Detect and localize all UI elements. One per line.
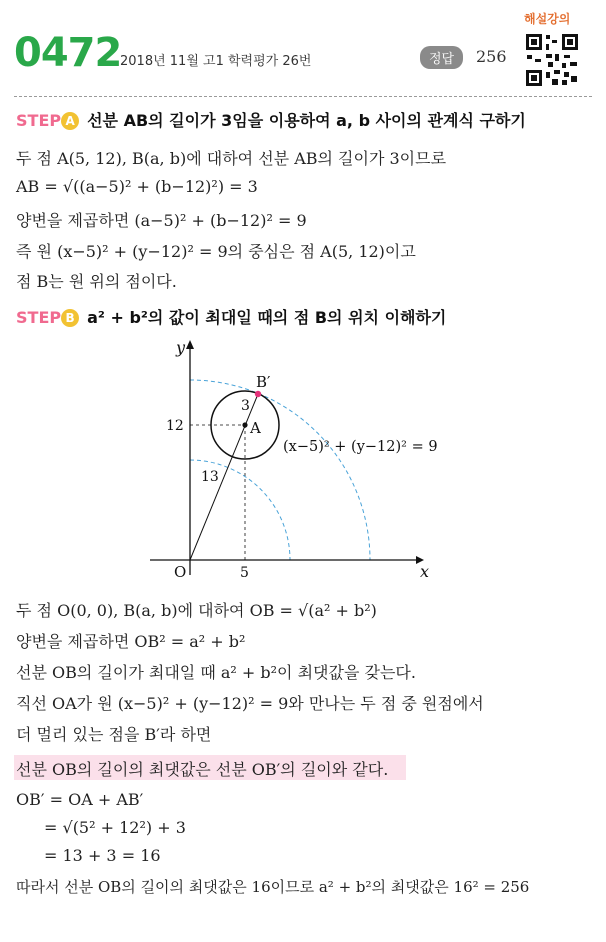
step-a-line-5: 점 B는 원 위의 점이다. <box>16 272 177 291</box>
step-b-title: a² + b²의 값이 최대일 때의 점 B의 위치 이해하기 <box>87 308 447 327</box>
label-radius-3: 3 <box>241 398 250 414</box>
body-line-3: 선분 OB의 길이가 최대일 때 a² + b²이 최댓값을 갖는다. <box>16 663 416 682</box>
circle-equation-label: (x−5)² + (y−12)² = 9 <box>283 439 438 455</box>
axis-label-y: y <box>176 338 186 357</box>
step-b-heading <box>16 305 446 328</box>
step-b-badge: B <box>61 309 79 327</box>
tick-label-y-12: 12 <box>166 418 184 434</box>
step-a-badge: A <box>61 112 79 130</box>
label-b-prime: B′ <box>256 373 271 391</box>
step-a-line-4: 즉 원 (x−5)² + (y−12)² = 9의 중심은 점 A(5, 12)이고 <box>16 242 416 261</box>
answer-value: 256 <box>476 47 507 66</box>
problem-number: 0472 <box>14 30 122 76</box>
axis-label-x: x <box>420 562 430 580</box>
body-line-8: = √(5² + 12²) + 3 <box>44 818 186 837</box>
step-a-tag: STEP <box>16 111 62 130</box>
body-line-6-highlighted: 선분 OB의 길이의 최댓값은 선분 OB′의 길이와 같다. <box>16 760 389 779</box>
step-a-line-3: 양변을 제곱하면 (a−5)² + (b−12)² = 9 <box>16 211 307 230</box>
step-a-title: 선분 AB의 길이가 3임을 이용하여 a, b 사이의 관계식 구하기 <box>87 111 526 130</box>
point-b-prime <box>255 391 261 397</box>
body-line-9: = 13 + 3 = 16 <box>44 846 161 865</box>
body-line-4: 직선 OA가 원 (x−5)² + (y−12)² = 9와 만나는 두 점 중 원점에서 <box>16 694 484 713</box>
answer-label: 정답 <box>420 46 463 69</box>
label-a: A <box>250 419 261 437</box>
step-a-line-2: AB = √((a−5)² + (b−12)²) = 3 <box>16 177 258 196</box>
problem-source: 2018년 11월 고1 학력평가 26번 <box>120 54 312 69</box>
header-divider <box>14 96 592 97</box>
step-a-line-1: 두 점 A(5, 12), B(a, b)에 대하여 선분 AB의 길이가 3이므로 <box>16 149 447 168</box>
tick-label-x-5: 5 <box>240 565 249 580</box>
body-line-2: 양변을 제곱하면 OB² = a² + b² <box>16 632 246 651</box>
coordinate-graph <box>140 335 440 580</box>
body-line-10: 따라서 선분 OB의 길이의 최댓값은 16이므로 a² + b²의 최댓값은 16² = 256 <box>16 878 530 896</box>
label-oa-13: 13 <box>201 469 219 485</box>
lecture-label: 해설강의 <box>524 12 571 26</box>
origin-label: O <box>174 563 187 580</box>
body-line-7: OB′ = OA + AB′ <box>16 790 144 809</box>
body-line-1: 두 점 O(0, 0), B(a, b)에 대하여 OB = √(a² + b²) <box>16 601 377 620</box>
point-a <box>242 422 247 427</box>
body-line-5: 더 멀리 있는 점을 B′라 하면 <box>16 725 212 744</box>
qr-code-icon[interactable] <box>524 32 580 88</box>
step-b-tag: STEP <box>16 308 62 327</box>
step-a-heading <box>16 108 526 131</box>
y-axis-arrow-icon <box>186 340 194 349</box>
